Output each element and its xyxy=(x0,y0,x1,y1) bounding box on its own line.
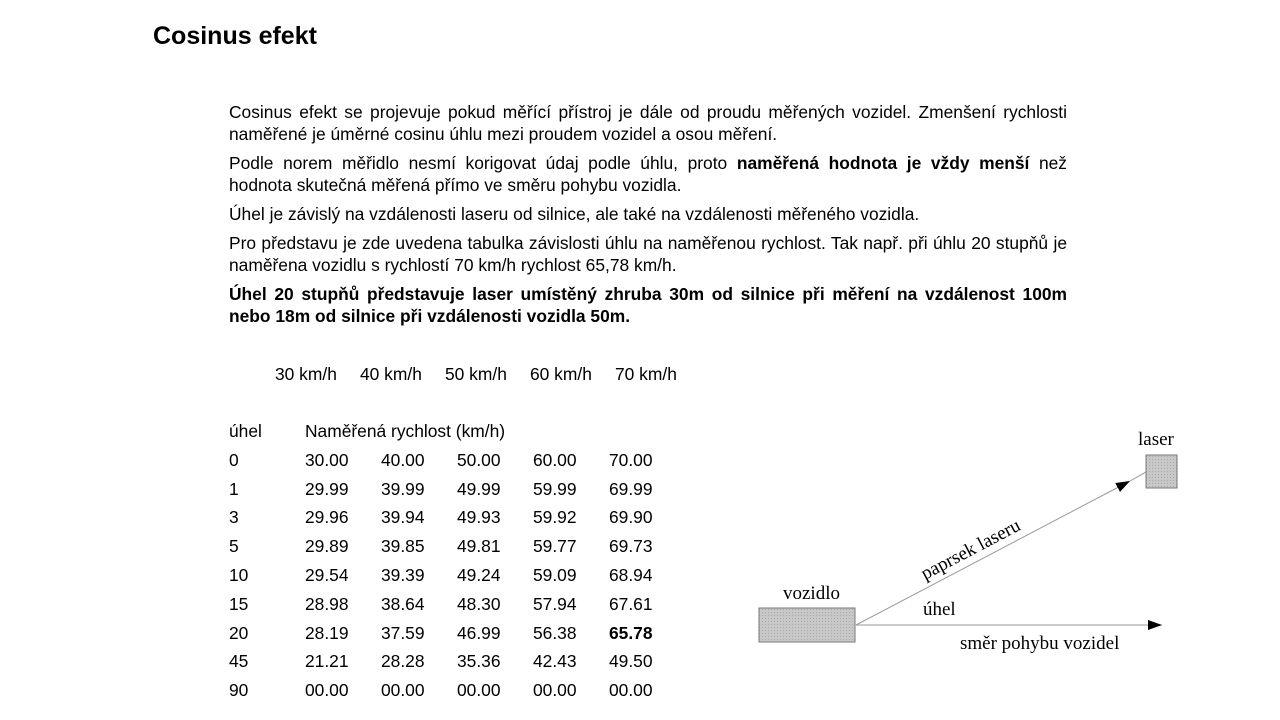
speed-cell: 29.99 xyxy=(305,478,349,499)
speed-cell: 59.92 xyxy=(533,507,577,528)
speed-cell: 49.81 xyxy=(457,536,501,557)
angle-cell: 1 xyxy=(229,478,239,499)
speed-cell: 70.00 xyxy=(609,449,653,470)
speed-cell: 49.24 xyxy=(457,564,501,585)
speed-cell: 57.94 xyxy=(533,593,577,614)
speed-header: 60 km/h xyxy=(530,364,592,384)
speed-cell: 39.99 xyxy=(381,478,425,499)
speed-cell: 42.43 xyxy=(533,651,577,672)
paragraph-2-emphasis: naměřená hodnota je vždy menší xyxy=(736,153,1030,173)
paragraph-1: Cosinus efekt se projevuje pokud měřící přístroj je dále od proudu měřených vozidel. Zmenšení rychlosti naměřené je úměrné cosinu úhlu mezi proudem vozidel a osou měření. xyxy=(229,102,1067,144)
speed-cell: 56.38 xyxy=(533,622,577,643)
speed-cell: 68.94 xyxy=(609,564,653,585)
speed-cell: 35.36 xyxy=(457,651,501,672)
speed-cell: 39.85 xyxy=(381,536,425,557)
speed-cell: 65.78 xyxy=(609,622,653,643)
angle-cell: 5 xyxy=(229,536,239,557)
speed-cell: 50.00 xyxy=(457,449,501,470)
speed-cell: 67.61 xyxy=(609,593,653,614)
speed-cell: 29.54 xyxy=(305,564,349,585)
paragraph-3: Úhel je závislý na vzdálenosti laseru od silnice, ale také na vzdálenosti měřeného vozidla. xyxy=(229,204,920,224)
vehicle-label: vozidlo xyxy=(783,583,840,604)
laser-beam-tail xyxy=(1130,472,1146,481)
speed-cell: 30.00 xyxy=(305,449,349,470)
speed-cell: 39.39 xyxy=(381,564,425,585)
paragraph-4: Pro představu je zde uvedena tabulka závislosti úhlu na naměřenou rychlost. Tak např. při úhlu 20 stupňů je naměřena vozidlu s rychlostí 70 km/h rychlost 65,78 km/h. xyxy=(229,233,1067,275)
speed-cell: 29.89 xyxy=(305,536,349,557)
speed-cell: 49.93 xyxy=(457,507,501,528)
speed-cell: 46.99 xyxy=(457,622,501,643)
speed-cell: 39.94 xyxy=(381,507,425,528)
speed-cell: 40.00 xyxy=(381,449,425,470)
speed-header: 50 km/h xyxy=(445,364,507,384)
angle-cell: 45 xyxy=(229,651,249,672)
speed-cell: 37.59 xyxy=(381,622,425,643)
angle-column-header: úhel xyxy=(229,421,262,441)
speed-cell: 69.90 xyxy=(609,507,653,528)
speed-cell: 59.09 xyxy=(533,564,577,585)
angle-label: úhel xyxy=(923,599,956,620)
speed-cell: 00.00 xyxy=(381,680,425,701)
beam-label: paprsek laseru xyxy=(917,515,1025,585)
speed-header: 40 km/h xyxy=(360,364,422,384)
speed-cell: 00.00 xyxy=(533,680,577,701)
paragraph-5: Úhel 20 stupňů představuje laser umístěný zhruba 30m od silnice při měření na vzdálenost 100m nebo 18m od silnice při vzdálenosti vozidla 50m. xyxy=(229,284,1067,326)
paragraph-2-end: než hodnota skutečná měřená přímo ve směru pohybu vozidla. xyxy=(229,153,1068,195)
speed-cell: 49.99 xyxy=(457,478,501,499)
speed-cell: 49.50 xyxy=(609,651,653,672)
speed-cell: 00.00 xyxy=(457,680,501,701)
speed-cell: 60.00 xyxy=(533,449,577,470)
measured-column-header: Naměřená rychlost (km/h) xyxy=(305,421,506,441)
speed-header: 70 km/h xyxy=(615,364,677,384)
speed-cell: 28.19 xyxy=(305,622,349,643)
angle-cell: 10 xyxy=(229,564,249,585)
page-title: Cosinus efekt xyxy=(153,22,317,50)
angle-cell: 20 xyxy=(229,622,249,643)
speed-cell: 59.77 xyxy=(533,536,577,557)
speed-cell: 00.00 xyxy=(305,680,349,701)
angle-cell: 0 xyxy=(229,449,239,470)
laser-beam-line xyxy=(856,481,1130,625)
speed-cell: 38.64 xyxy=(381,593,425,614)
speed-cell: 00.00 xyxy=(609,680,653,701)
laser-label: laser xyxy=(1138,429,1174,450)
speed-cell: 28.98 xyxy=(305,593,349,614)
laser-box xyxy=(1146,455,1177,488)
vehicle-box xyxy=(759,608,855,642)
speed-cell: 69.99 xyxy=(609,478,653,499)
speed-cell: 29.96 xyxy=(305,507,349,528)
paragraph-2-start: Podle norem měřidlo nesmí korigovat údaj podle úhlu, proto xyxy=(229,153,737,173)
angle-cell: 90 xyxy=(229,680,249,701)
speed-cell: 59.99 xyxy=(533,478,577,499)
speed-cell: 69.73 xyxy=(609,536,653,557)
direction-label: směr pohybu vozidel xyxy=(960,633,1120,654)
angle-cell: 15 xyxy=(229,593,249,614)
speed-cell: 48.30 xyxy=(457,593,501,614)
angle-cell: 3 xyxy=(229,507,239,528)
speed-cell: 21.21 xyxy=(305,651,349,672)
speed-header: 30 km/h xyxy=(275,364,337,384)
speed-cell: 28.28 xyxy=(381,651,425,672)
